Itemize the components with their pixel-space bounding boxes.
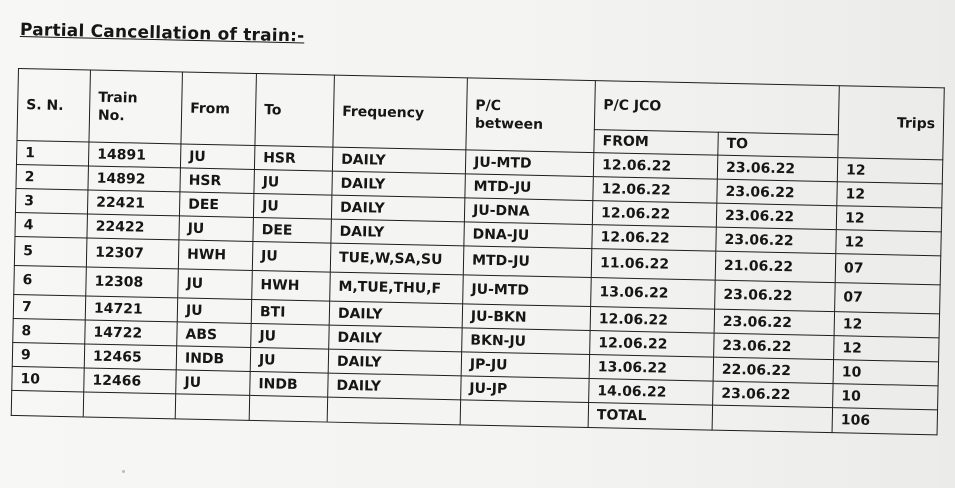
cell-train-no: 12465 bbox=[84, 344, 176, 370]
cell-jco-to: 23.06.22 bbox=[714, 333, 834, 360]
total-empty-cell bbox=[11, 390, 84, 417]
cell-to: HSR bbox=[254, 145, 332, 171]
cell-from: DEE bbox=[179, 192, 253, 218]
cell-pc-between: JP-JU bbox=[461, 352, 589, 379]
table-body bbox=[12, 140, 943, 409]
cell-jco-from: 12.06.22 bbox=[592, 225, 716, 252]
total-trips: 106 bbox=[832, 408, 938, 435]
total-empty-cell bbox=[249, 395, 328, 422]
cell-jco-from: 12.06.22 bbox=[593, 153, 717, 180]
cell-jco-to: 23.06.22 bbox=[715, 280, 836, 312]
cell-frequency: DAILY bbox=[328, 373, 461, 400]
cell-trips: 12 bbox=[837, 182, 942, 208]
cell-pc-between: JU-MTD bbox=[465, 150, 593, 177]
cell-jco-from: 13.06.22 bbox=[589, 355, 713, 382]
total-label: TOTAL bbox=[588, 403, 712, 431]
document-heading: Partial Cancellation of train:- bbox=[19, 20, 305, 47]
cell-pc-between: JU-BKN bbox=[462, 304, 590, 331]
cell-to: JU bbox=[251, 323, 329, 349]
cell-to: JU bbox=[252, 241, 331, 272]
cell-trips: 10 bbox=[833, 360, 938, 386]
cell-to: INDB bbox=[250, 371, 328, 397]
cell-train-no: 22422 bbox=[87, 214, 179, 240]
cell-from: INDB bbox=[176, 346, 250, 372]
cell-from: JU bbox=[180, 144, 254, 170]
cell-frequency: DAILY bbox=[329, 301, 462, 328]
cell-jco-to: 21.06.22 bbox=[715, 251, 836, 283]
cell-train-no: 14722 bbox=[85, 320, 177, 346]
cell-from: HWH bbox=[178, 240, 253, 271]
header-pc-jco: P/C JCO bbox=[594, 81, 839, 135]
cell-sn: 10 bbox=[12, 366, 84, 392]
cell-train-no: 12466 bbox=[84, 368, 176, 394]
cell-jco-to: 23.06.22 bbox=[716, 203, 836, 230]
paper-speck bbox=[122, 470, 125, 473]
cell-frequency: M,TUE,THU,F bbox=[330, 272, 464, 304]
cell-frequency: DAILY bbox=[331, 195, 464, 222]
cell-to: JU bbox=[254, 169, 332, 195]
cell-jco-from: 12.06.22 bbox=[590, 331, 714, 358]
cancellation-table-wrapper bbox=[10, 68, 948, 482]
cell-trips: 12 bbox=[836, 206, 941, 232]
cell-trips: 12 bbox=[836, 230, 941, 256]
cell-to: JU bbox=[253, 193, 331, 219]
header-pc-between: P/C between bbox=[466, 78, 595, 153]
cell-jco-to: 23.06.22 bbox=[717, 155, 837, 182]
cell-from: JU bbox=[179, 216, 253, 242]
cell-from: JU bbox=[178, 269, 253, 300]
header-frequency: Frequency bbox=[333, 75, 467, 150]
cell-trips: 07 bbox=[835, 254, 941, 285]
cell-from: ABS bbox=[177, 322, 251, 348]
cell-sn: 7 bbox=[13, 294, 85, 320]
cell-to: JU bbox=[250, 347, 328, 373]
cell-pc-between: JU-MTD bbox=[463, 275, 592, 307]
cell-jco-to: 23.06.22 bbox=[714, 309, 834, 336]
total-empty-cell bbox=[712, 405, 833, 433]
cell-pc-between: BKN-JU bbox=[462, 328, 590, 355]
cell-from: JU bbox=[176, 370, 250, 396]
cell-jco-from: 12.06.22 bbox=[590, 307, 714, 334]
cell-train-no: 22421 bbox=[87, 190, 179, 216]
cell-train-no: 12308 bbox=[86, 267, 179, 298]
cell-jco-from: 11.06.22 bbox=[591, 249, 716, 281]
cell-frequency: DAILY bbox=[329, 325, 462, 352]
cell-sn: 1 bbox=[16, 140, 88, 166]
cell-pc-between: JU-JP bbox=[461, 376, 589, 403]
cell-frequency: DAILY bbox=[328, 349, 461, 376]
cell-jco-from: 14.06.22 bbox=[589, 379, 713, 406]
cancellation-table bbox=[11, 68, 945, 435]
total-empty-cell bbox=[83, 392, 176, 419]
cell-to: BTI bbox=[251, 299, 329, 325]
header-sn: S. N. bbox=[17, 69, 90, 142]
cell-train-no: 14891 bbox=[88, 142, 180, 168]
header-train-no: Train No. bbox=[89, 70, 182, 144]
cell-pc-between: MTD-JU bbox=[465, 174, 593, 201]
cell-frequency: DAILY bbox=[332, 147, 465, 174]
total-empty-cell bbox=[460, 400, 588, 428]
cell-jco-to: 23.06.22 bbox=[717, 179, 837, 206]
cell-trips: 07 bbox=[835, 283, 941, 314]
cell-from: HSR bbox=[180, 168, 254, 194]
cell-sn: 6 bbox=[14, 265, 87, 296]
cell-pc-between: JU-DNA bbox=[464, 198, 592, 225]
cell-pc-between: MTD-JU bbox=[463, 246, 592, 278]
total-empty-cell bbox=[327, 397, 460, 425]
cell-sn: 8 bbox=[13, 318, 85, 344]
cell-train-no: 14892 bbox=[88, 166, 180, 192]
cell-jco-from: 13.06.22 bbox=[591, 278, 716, 310]
cell-frequency: DAILY bbox=[331, 219, 464, 246]
cell-trips: 12 bbox=[834, 312, 939, 338]
cell-trips: 12 bbox=[837, 158, 942, 184]
cell-sn: 4 bbox=[15, 212, 87, 238]
cell-frequency: DAILY bbox=[332, 171, 465, 198]
header-row bbox=[17, 69, 944, 137]
cell-jco-to: 22.06.22 bbox=[713, 357, 833, 384]
cell-pc-between: DNA-JU bbox=[464, 222, 592, 249]
header-jco-to: TO bbox=[718, 132, 838, 158]
cell-jco-to: 23.06.22 bbox=[716, 227, 836, 254]
header-jco-from: FROM bbox=[594, 130, 718, 156]
header-to: To bbox=[255, 73, 334, 147]
cell-train-no: 12307 bbox=[86, 238, 179, 269]
cell-trips: 10 bbox=[833, 384, 938, 410]
cell-jco-to: 23.06.22 bbox=[713, 381, 833, 408]
header-from: From bbox=[181, 72, 256, 146]
cell-frequency: TUE,W,SA,SU bbox=[330, 243, 464, 275]
cell-sn: 3 bbox=[15, 188, 87, 214]
cell-from: JU bbox=[177, 298, 251, 324]
cell-sn: 9 bbox=[12, 342, 84, 368]
cell-jco-from: 12.06.22 bbox=[593, 177, 717, 204]
cell-to: DEE bbox=[253, 217, 331, 243]
cell-to: HWH bbox=[252, 270, 331, 301]
cell-sn: 2 bbox=[16, 164, 88, 190]
cell-jco-from: 12.06.22 bbox=[592, 201, 716, 228]
cell-trips: 12 bbox=[834, 336, 939, 362]
cell-train-no: 14721 bbox=[85, 296, 177, 322]
header-trips: Trips bbox=[838, 86, 944, 160]
total-empty-cell bbox=[175, 394, 250, 421]
cell-sn: 5 bbox=[14, 236, 87, 267]
